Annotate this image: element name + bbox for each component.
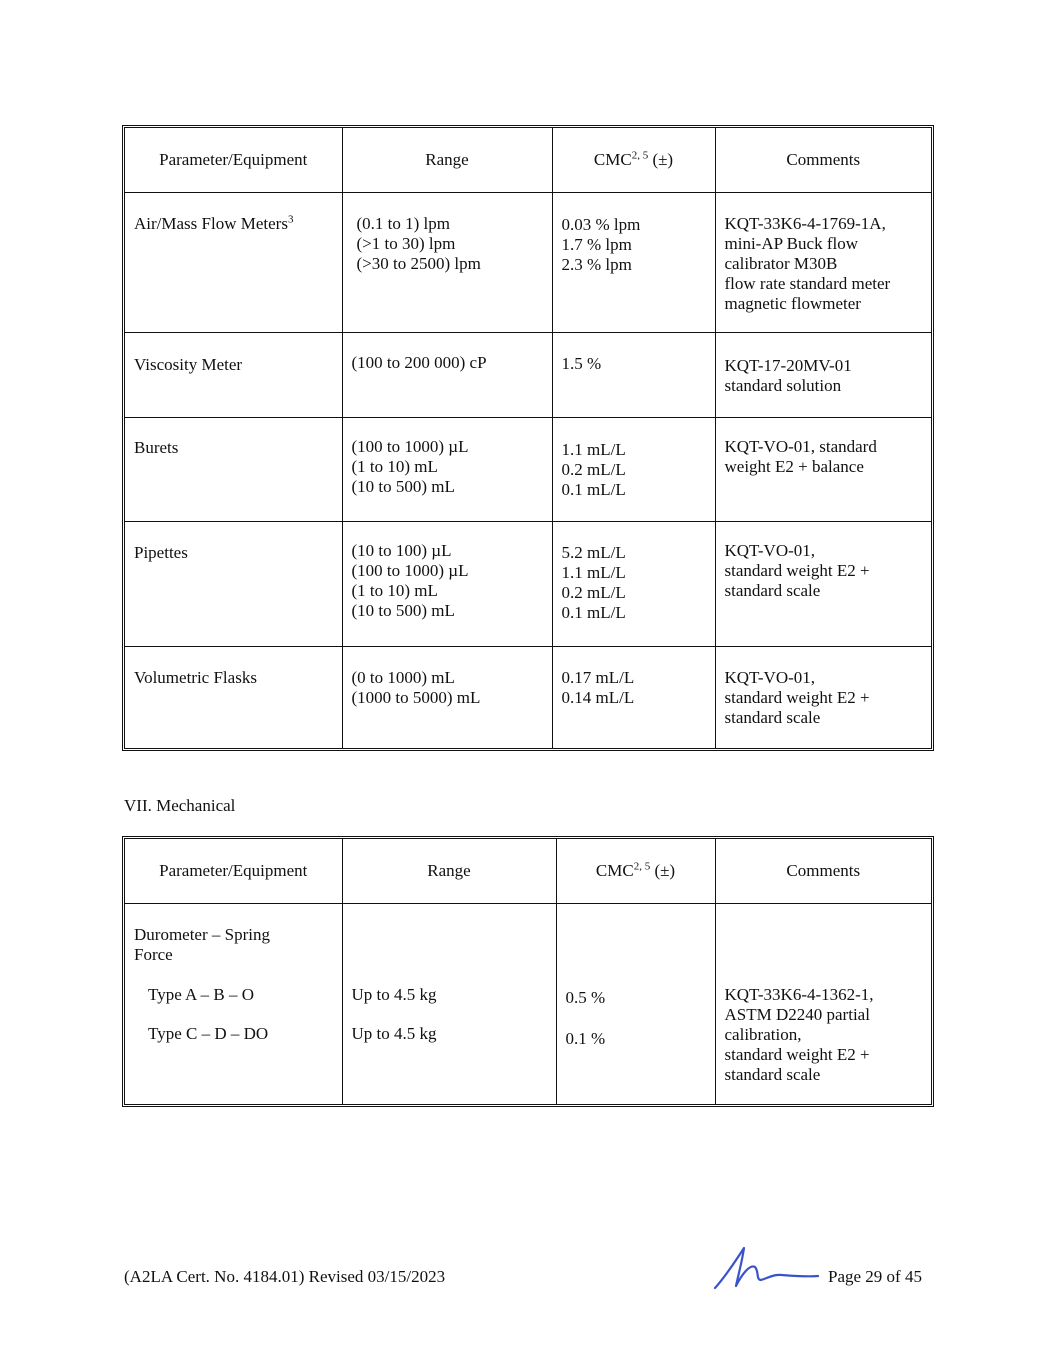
comment-line: KQT-VO-01, standard [724,436,877,456]
comment-line: standard solution [724,375,842,395]
range-value: (1000 to 5000) mL [351,687,481,707]
range-value: (100 to 1000) µL [351,560,469,580]
parameter-air-mass-flow: Air/Mass Flow Meters [134,213,288,233]
durometer-type-2: Type C – D – DO [148,1023,269,1043]
comment-line: KQT-33K6-4-1362-1, [724,984,874,1004]
range-value: (1 to 10) mL [351,580,438,600]
table-row [125,521,931,646]
header-cmc-footnote: 2, 5 [633,860,651,873]
cmc-value: 1.1 mL/L [561,562,626,582]
cmc-cell [552,646,715,748]
table-row [125,417,931,521]
comments-cell [715,521,931,646]
cmc-cell [552,192,715,332]
table-row [125,646,931,748]
comment-line: ASTM D2240 partial [724,1004,870,1024]
cmc-cell [556,903,715,1104]
parameter-pipettes: Pipettes [134,542,188,562]
header-cmc-footnote: 2, 5 [631,149,649,162]
comment-line: standard weight E2 + [724,687,870,707]
comment-line: standard scale [724,1064,821,1084]
comments-cell [715,417,931,521]
table-row [125,192,931,332]
header-cmc [556,839,715,903]
table-row [125,903,931,1104]
parameter-cell [125,332,342,417]
header-cmc-suffix: (±) [648,149,674,169]
parameter-footnote: 3 [287,212,294,225]
parameter-cell [125,192,342,332]
calibration-table-volume-flow [122,125,934,751]
parameter-burets: Burets [134,437,179,457]
calibration-table-mechanical [122,836,934,1107]
comments-cell [715,192,931,332]
range-cell [342,646,552,748]
table-1 [125,128,931,748]
comments-cell [715,332,931,417]
cmc-value: 1.7 % lpm [561,234,632,254]
cmc-cell [552,521,715,646]
parameter-cell [125,903,342,1104]
cmc-value: 1.5 % [561,353,602,373]
range-value: (100 to 200 000) cP [351,352,487,372]
comments-cell [715,646,931,748]
durometer-type-1: Type A – B – O [148,984,255,1004]
range-value: (100 to 1000) µL [351,436,469,456]
header-comments: Comments [715,839,931,903]
header-parameter: Parameter/Equipment [125,128,342,192]
range-value: (0.1 to 1) lpm [356,213,450,233]
parameter-durometer: Durometer – Spring [134,924,270,944]
comment-line: standard scale [724,580,821,600]
cmc-value: 0.5 % [565,987,606,1007]
range-value: (0 to 1000) mL [351,667,455,687]
range-value: (1 to 10) mL [351,456,438,476]
parameter-cell [125,646,342,748]
cmc-value: 0.1 mL/L [561,479,626,499]
header-parameter: Parameter/Equipment [125,839,342,903]
header-range: Range [342,128,552,192]
header-cmc-text: CMC [593,149,632,169]
comment-line: magnetic flowmeter [724,293,861,313]
parameter-cell [125,417,342,521]
header-cmc-text: CMC [595,860,634,880]
comment-line: KQT-VO-01, [724,667,816,687]
header-cmc [552,128,715,192]
range-cell [342,903,556,1104]
range-value: (>30 to 2500) lpm [356,253,481,273]
footer-certificate-info: (A2LA Cert. No. 4184.01) Revised 03/15/2023 [124,1267,446,1286]
comment-line: KQT-33K6-4-1769-1A, [724,213,886,233]
range-value: (10 to 500) mL [351,476,455,496]
range-value: Up to 4.5 kg [351,984,437,1004]
cmc-cell [552,417,715,521]
comment-line: KQT-VO-01, [724,540,816,560]
comment-line: standard weight E2 + [724,560,870,580]
header-comments: Comments [715,128,931,192]
range-cell [342,417,552,521]
comment-line: KQT-17-20MV-01 [724,355,852,375]
parameter-durometer-cont: Force [134,944,173,964]
range-cell [342,192,552,332]
cmc-value: 0.2 mL/L [561,459,626,479]
parameter-viscosity-meter: Viscosity Meter [134,354,243,374]
parameter-cell [125,521,342,646]
cmc-value: 2.3 % lpm [561,254,632,274]
section-heading-mechanical: VII. Mechanical [124,796,236,815]
parameter-volumetric-flasks: Volumetric Flasks [134,667,257,687]
table-2 [125,839,931,1104]
comment-line: calibration, [724,1024,802,1044]
cmc-value: 0.2 mL/L [561,582,626,602]
header-cmc-suffix: (±) [650,860,676,880]
table-header-row [125,128,931,192]
table-row [125,332,931,417]
comment-line: mini-AP Buck flow [724,233,858,253]
comment-line: standard scale [724,707,821,727]
cmc-value: 0.17 mL/L [561,667,635,687]
table-header-row [125,839,931,903]
range-value: (10 to 100) µL [351,540,452,560]
range-cell [342,332,552,417]
cmc-value: 1.1 mL/L [561,439,626,459]
page-number: Page 29 of 45 [828,1267,922,1286]
comment-line: flow rate standard meter [724,273,891,293]
range-value: (>1 to 30) lpm [356,233,456,253]
cmc-value: 5.2 mL/L [561,542,626,562]
cmc-cell [552,332,715,417]
cmc-value: 0.14 mL/L [561,687,635,707]
cmc-value: 0.1 mL/L [561,602,626,622]
range-value: (10 to 500) mL [351,600,455,620]
comment-line: standard weight E2 + [724,1044,870,1064]
cmc-value: 0.1 % [565,1028,606,1048]
header-range: Range [342,839,556,903]
comment-line: weight E2 + balance [724,456,864,476]
cmc-value: 0.03 % lpm [561,214,641,234]
range-value: Up to 4.5 kg [351,1023,437,1043]
comments-cell [715,903,931,1104]
signature-icon [712,1242,820,1292]
comment-line: calibrator M30B [724,253,838,273]
range-cell [342,521,552,646]
